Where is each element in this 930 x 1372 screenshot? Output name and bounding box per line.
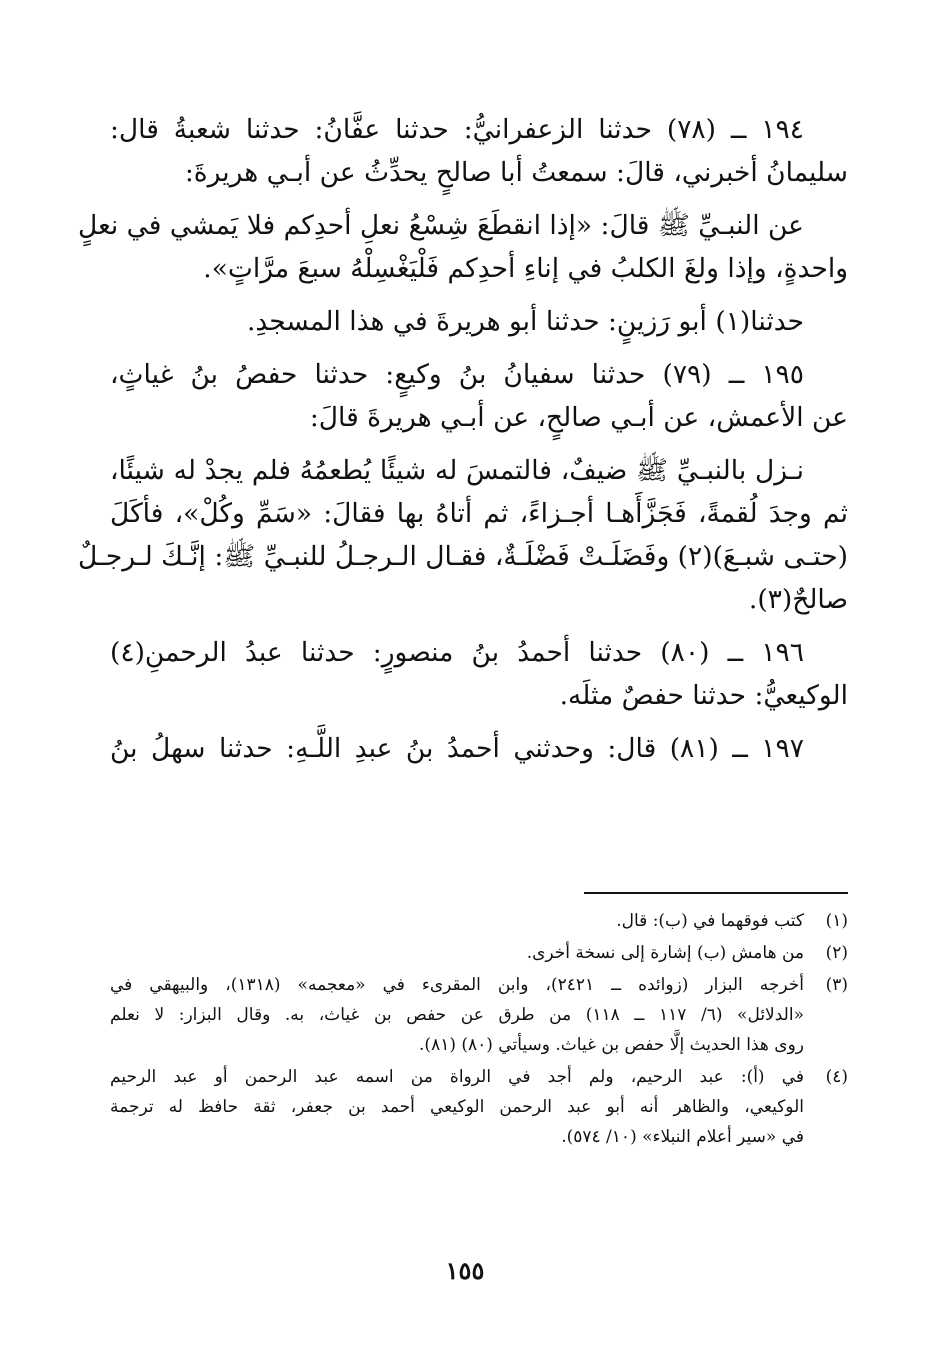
main-text	[77, 108, 848, 780]
paragraph-194-matn	[78, 204, 848, 290]
footnote-line: الوكيعي، والظاهر أنه أبو عبد الرحمن الوكيعي أحمد بن جعفر، ثقة حافظ له ترجمة	[110, 1097, 804, 1117]
footnote-number: (١)	[825, 911, 848, 931]
text-line: سليمانُ أخبرني، قالَ: سمعتُ أبا صالحٍ يحدِّثُ عن أبـي هريرةَ:	[184, 157, 848, 188]
footnote-line: «الدلائل» (٦/ ١١٧ ــ ١١٨) من طرق عن حفص بن غياث، به. وقال البزار: لا نعلم	[110, 1005, 804, 1025]
text-line: نـزل بالنبـيِّ ﷺ ضيفٌ، فالتمسَ له شيئًا يُطعمُهُ فلم يجدْ له شيئًا،	[110, 455, 804, 486]
footnote-3	[110, 970, 848, 1060]
paragraph-195-matn	[77, 449, 848, 621]
text-line: الوكيعيُّ: حدثنا حفصٌ مثلَه.	[559, 680, 848, 711]
footnote-line: في (أ): عبد الرحيم، ولم أجد في الرواة من اسمه عبد الرحمن أو عبد الرحيم	[110, 1067, 804, 1087]
footnote-number: (٤)	[825, 1067, 848, 1087]
footnote-line: في «سير أعلام النبلاء» (١٠/ ٥٧٤).	[561, 1127, 804, 1147]
footnote-line: من هامش (ب) إشارة إلى نسخة أخرى.	[526, 943, 804, 963]
footnote-number: (٢)	[825, 943, 848, 963]
paragraph-197	[110, 727, 848, 770]
paragraph-195	[110, 353, 848, 439]
page-number: ١٥٥	[445, 1256, 485, 1285]
text-line: صالحٌ(٣).	[748, 584, 848, 615]
footnotes	[110, 906, 848, 1154]
text-line: ١٩٦ ــ (٨٠) حدثنا أحمدُ بنُ منصورٍ: حدثنا عبدُ الرحمنِ(٤)	[110, 637, 804, 668]
paragraph-194	[110, 108, 848, 194]
footnote-4	[110, 1062, 848, 1152]
footnote-line: روى هذا الحديث إلَّا حفص بن غياث. وسيأتي (٨٠) (٨١).	[419, 1035, 804, 1055]
footnote-1	[110, 906, 848, 936]
text-line: ١٩٧ ــ (٨١) قال: وحدثني أحمدُ بنُ عبدِ اللَّـهِ: حدثنا سهلُ بنُ	[110, 733, 804, 764]
text-line: ١٩٥ ــ (٧٩) حدثنا سفيانُ بنُ وكيعٍ: حدثنا حفصُ بنُ غياثٍ،	[110, 359, 805, 390]
footnote-number: (٣)	[825, 975, 848, 995]
paragraph-196	[110, 631, 848, 717]
footnote-line: أخرجه البزار (زوائده ــ ٢٤٢١)، وابن المقرىء في «معجمه» (١٣١٨)، والبيهقي في	[110, 975, 804, 995]
paragraph-194-isnad	[110, 300, 848, 343]
text-line: عن الأعمش، عن أبـي صالحٍ، عن أبـي هريرةَ قالَ:	[309, 402, 848, 433]
text-line: ١٩٤ ــ (٧٨) حدثنا الزعفرانيُّ: حدثنا عفَّانُ: حدثنا شعبةُ قال:	[110, 114, 804, 145]
footnote-2	[110, 938, 848, 968]
text-line: حدثنا(١) أبو رَزينٍ: حدثنا أبو هريرةَ في هذا المسجدِ.	[246, 306, 804, 337]
text-line: ثم وجدَ لُقمةً، فَجَزَّأَهـا أجـزاءً، ثم أتاهُ بها فقالَ: «سَمِّ وكُلْ»، فأكَلَ	[110, 498, 848, 529]
text-line: عن النبـيِّ ﷺ قالَ: «إذا انقطَعَ شِسْعُ نعلِ أحدِكم فلا يَمشي في نعلٍ	[78, 210, 804, 241]
text-line: (حتـى شبـعَ)(٢) وفَضَلَـتْ فَضْلَـةٌ، فقـال الـرجـلُ للنبـيِّ ﷺ: إنَّـكَ لـرجـلٌ	[77, 541, 848, 572]
footnote-divider	[584, 892, 848, 894]
text-line: واحدةٍ، وإذا ولغَ الكلبُ في إناءِ أحدِكم فَلْيَغْسِلْهُ سبعَ مرَّاتٍ».	[203, 253, 848, 284]
footnote-line: كتب فوقهما في (ب): قال.	[616, 911, 804, 931]
